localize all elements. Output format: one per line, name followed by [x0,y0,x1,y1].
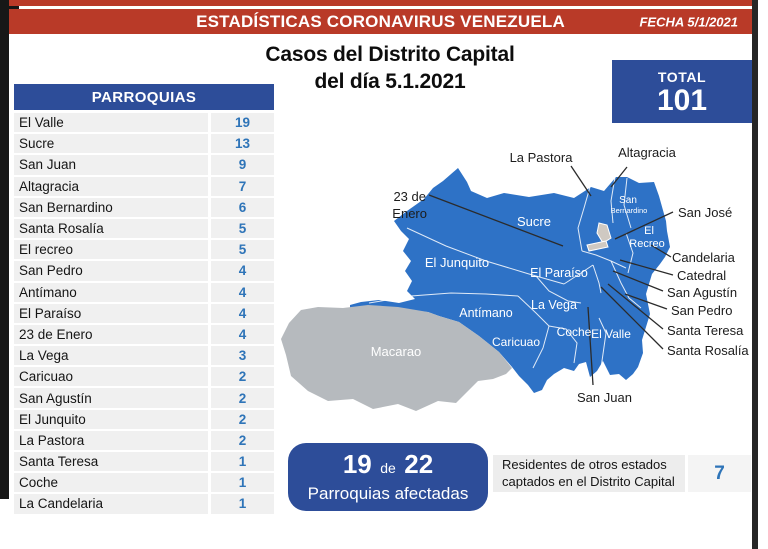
region-label: El Valle [591,327,631,341]
callout-label: Catedral [677,268,727,283]
parish-value: 19 [211,113,274,132]
table-row [14,283,274,302]
parish-name: Santa Rosalía [14,219,208,238]
parish-value: 1 [211,473,274,492]
parish-value: 5 [211,240,274,259]
table-row [14,346,274,365]
parish-name: Antímano [14,283,208,302]
callout-label: 23 de [393,189,426,204]
map-svg [281,133,761,433]
table-row [14,452,274,471]
parish-name: San Juan [14,155,208,174]
table-row [14,304,274,323]
table-row [14,113,274,132]
parish-name: Coche [14,473,208,492]
parish-value: 3 [211,346,274,365]
parish-name: Sucre [14,134,208,153]
region-label: Bernardino [610,206,648,215]
affected-counts [343,450,433,483]
table-row [14,494,274,513]
parish-value: 2 [211,367,274,386]
callout-label: La Pastora [509,150,573,165]
region-label: La Vega [531,298,577,312]
header-title: ESTADÍSTICAS CORONAVIRUS VENEZUELA [196,11,565,31]
table-row [14,367,274,386]
parish-name: El Valle [14,113,208,132]
residents-line1: Residentes de otros estados [502,457,667,472]
parish-value: 2 [211,410,274,429]
parish-name: El Paraíso [14,304,208,323]
parish-value: 6 [211,198,274,217]
parish-name: El recreo [14,240,208,259]
parish-value: 1 [211,494,274,513]
table-row [14,325,274,344]
left-edge-artifact [0,0,9,499]
page-title [240,41,540,95]
parish-name: La Pastora [14,431,208,450]
affected-count: 19 [342,448,372,479]
parish-value: 9 [211,155,274,174]
parish-name: San Bernardino [14,198,208,217]
region-label: Caricuao [491,335,541,349]
table-row [14,261,274,280]
district-map [281,133,761,433]
parish-table-header: PARROQUIAS [14,84,274,110]
residents-line2: captados en el Distrito Capital [502,473,675,489]
parish-name: San Pedro [14,261,208,280]
parish-name: 23 de Enero [14,325,208,344]
parish-name: El Junquito [14,410,208,429]
region-label: Recreo [629,238,665,250]
callout-label: San Juan [577,390,632,405]
region-label: Sucre [517,214,551,229]
table-row [14,219,274,238]
table-row [14,473,274,492]
region-label: Coche [556,325,592,339]
total-label: TOTAL [657,69,707,85]
parish-name: La Vega [14,346,208,365]
parish-value: 4 [211,325,274,344]
total-box [612,60,752,123]
table-row [14,198,274,217]
callout-label: Santa Teresa [667,323,744,338]
parish-value: 4 [211,261,274,280]
parish-value: 1 [211,452,274,471]
parish-name: Caricuao [14,367,208,386]
table-row [14,410,274,429]
callout-label: San José [678,205,733,220]
affected-connector: de [380,459,396,476]
callout-label: San Agustín [667,285,738,300]
callout-label: Altagracia [618,145,676,160]
region-label: Macarao [370,344,422,359]
page-title-line1: Casos del Distrito Capital [265,43,515,66]
parish-name: Altagracia [14,177,208,196]
region-label: El Junquito [424,255,490,270]
parish-value: 13 [211,134,274,153]
parish-value: 5 [211,219,274,238]
header-banner [9,9,752,34]
affected-total: 22 [404,448,434,479]
region-label: El [644,225,654,237]
table-row [14,155,274,174]
parish-value: 4 [211,283,274,302]
table-row [14,134,274,153]
table-row [14,177,274,196]
header-date: FECHA 5/1/2021 [639,14,738,29]
parish-name: La Candelaria [14,494,208,513]
parish-value: 2 [211,388,274,407]
region-label: San [619,195,637,206]
parish-table [14,84,274,516]
page-title-line2: del día 5.1.2021 [314,70,466,93]
table-row [14,431,274,450]
parish-name: San Agustín [14,388,208,407]
table-row [14,388,274,407]
residents-value-box: 7 [688,455,751,492]
residents-note-box [493,455,685,492]
parish-value: 2 [211,431,274,450]
parish-value: 7 [211,177,274,196]
affected-parishes-box [288,443,488,511]
affected-caption: Parroquias afectadas [307,483,469,503]
callout-label: Santa Rosalía [667,343,749,358]
callout-label: San Pedro [671,303,733,318]
parish-value: 4 [211,304,274,323]
table-row [14,240,274,259]
region-label: Antímano [459,306,513,320]
region-label: El Paraíso [530,266,588,280]
parish-name: Santa Teresa [14,452,208,471]
top-red-strip [9,0,752,6]
callout-label: Enero [392,206,427,221]
total-value: 101 [656,84,708,117]
callout-label: Candelaria [672,250,735,265]
